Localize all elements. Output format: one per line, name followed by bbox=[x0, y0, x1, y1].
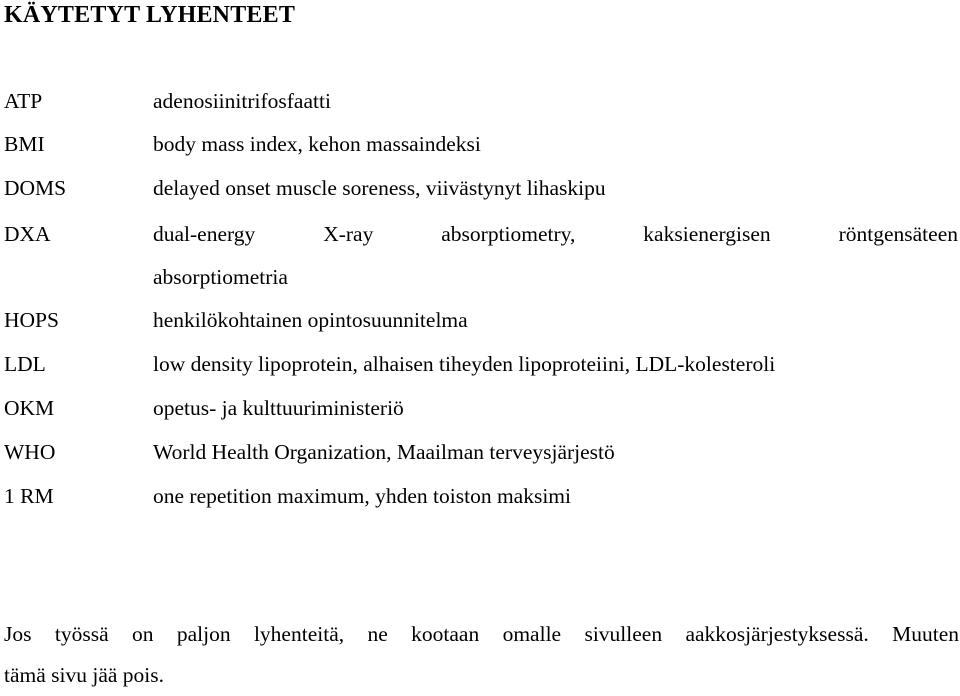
abbreviation-definition: henkilökohtainen opintosuunnitelma bbox=[153, 308, 468, 332]
abbreviation-term: WHO bbox=[4, 440, 56, 464]
abbreviation-term: DXA bbox=[4, 222, 51, 246]
instruction-note bbox=[4, 614, 959, 696]
abbreviation-definition: World Health Organization, Maailman terveysjärjestö bbox=[153, 440, 615, 464]
abbreviation-definition: opetus- ja kulttuuriministeriö bbox=[153, 396, 404, 420]
page-title: KÄYTETYT LYHENTEET bbox=[4, 2, 296, 28]
abbreviation-term: OKM bbox=[4, 396, 55, 420]
abbreviation-definition: delayed onset muscle soreness, viivästynyt lihaskipu bbox=[153, 176, 606, 200]
abbreviation-definition: adenosiinitrifosfaatti bbox=[153, 89, 331, 113]
abbreviation-term: ATP bbox=[4, 89, 43, 113]
abbreviation-definition: body mass index, kehon massaindeksi bbox=[153, 132, 481, 156]
abbreviation-term: DOMS bbox=[4, 176, 67, 200]
abbreviation-definition: one repetition maximum, yhden toiston maksimi bbox=[153, 484, 572, 508]
abbreviation-term: 1 RM bbox=[4, 484, 54, 508]
abbreviation-definition: dual-energy X-ray absorptiometry, kaksienergisen röntgensäteen bbox=[153, 222, 958, 246]
abbreviation-definition-continuation: absorptiometria bbox=[153, 265, 288, 289]
abbreviation-term: BMI bbox=[4, 132, 45, 156]
abbreviation-term: LDL bbox=[4, 352, 46, 376]
abbreviation-definition: low density lipoprotein, alhaisen tiheyden lipoproteiini, LDL-kolesteroli bbox=[153, 352, 776, 376]
instruction-note-line-2: tämä sivu jää pois. bbox=[4, 663, 165, 687]
instruction-note-line-1: Jos työssä on paljon lyhenteitä, ne kootaan omalle sivulleen aakkosjärjestyksessä. Muuten bbox=[4, 622, 959, 646]
abbreviation-term: HOPS bbox=[4, 308, 59, 332]
